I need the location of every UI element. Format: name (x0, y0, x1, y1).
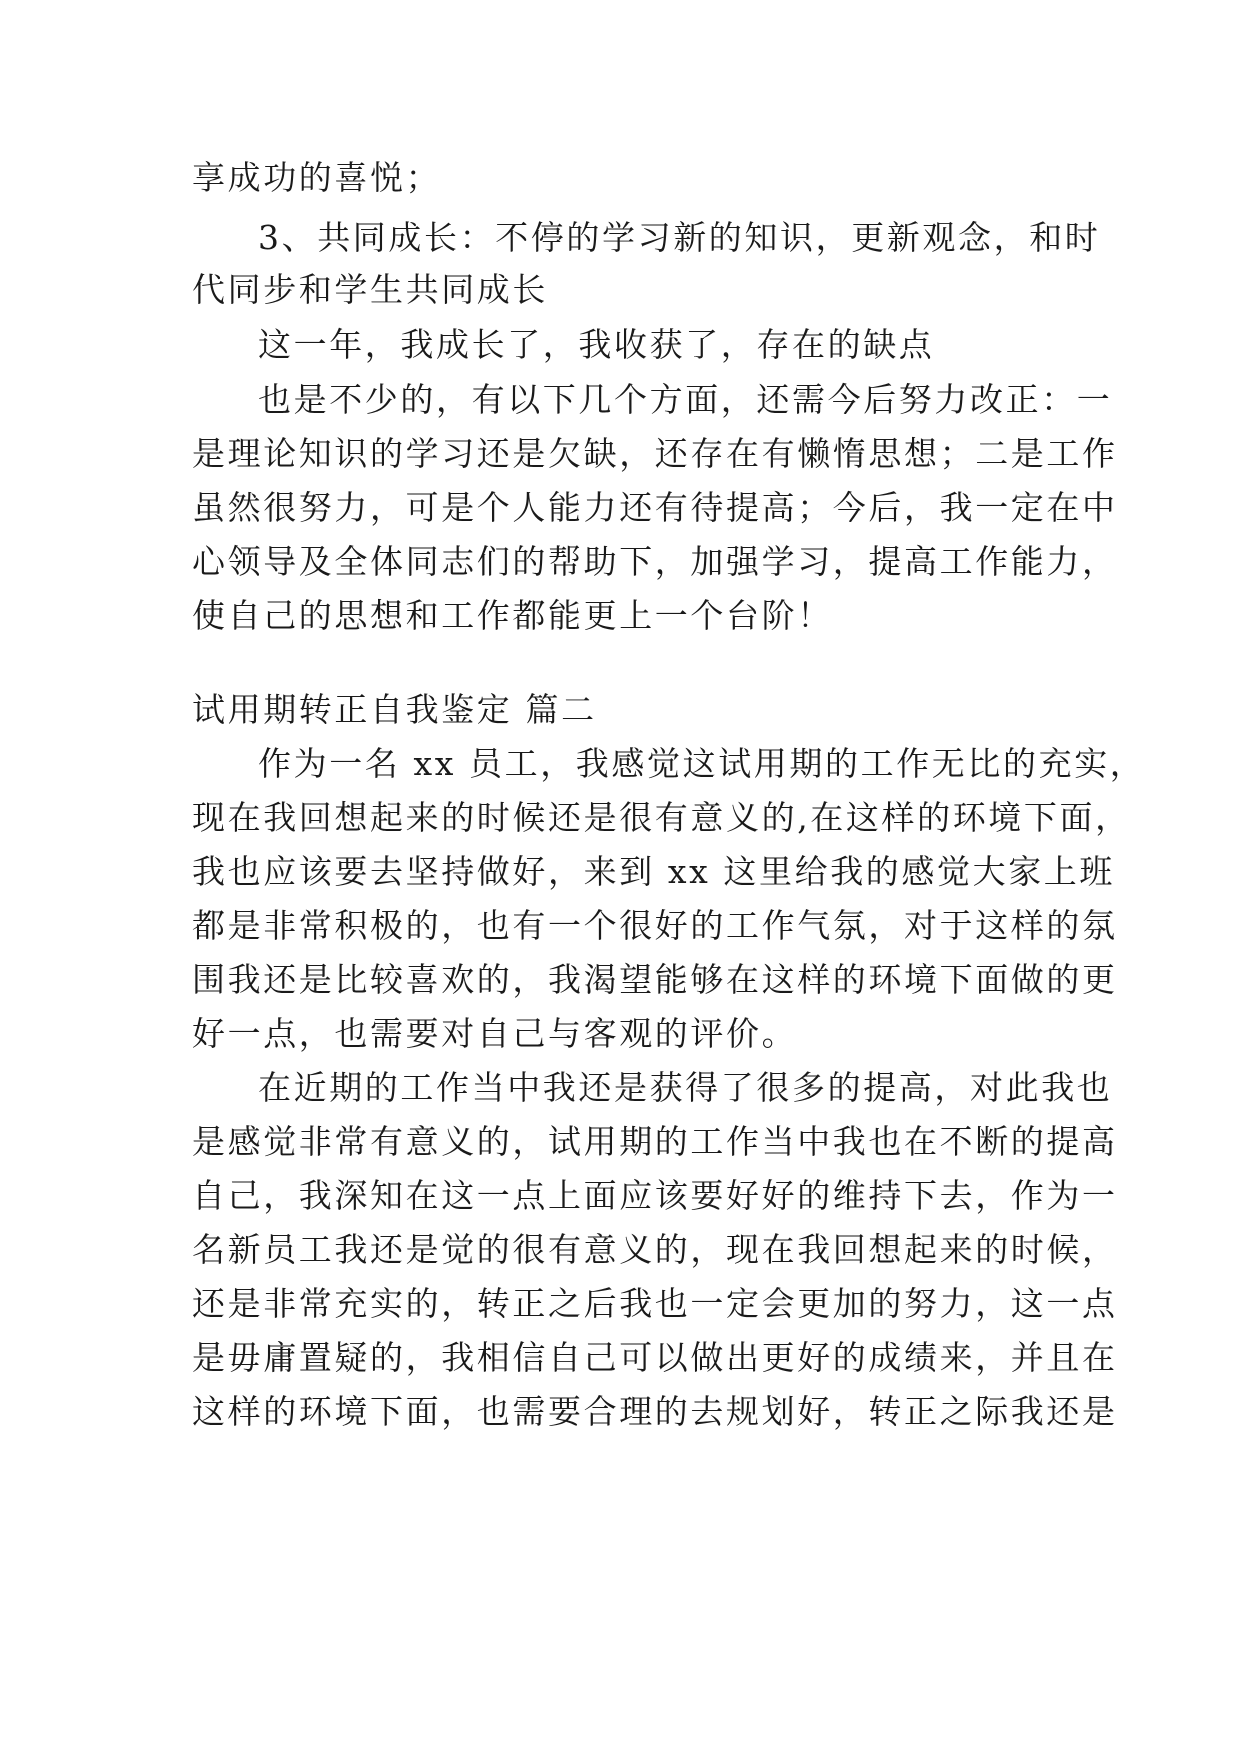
text-line: 还是非常充实的，转正之后我也一定会更加的努力，这一点 (192, 1284, 1118, 1323)
text-line: 现在我回想起来的时候还是很有意义的,在这样的环境下面， (192, 798, 1131, 837)
text-line: 都是非常积极的，也有一个很好的工作气氛，对于这样的氛 (192, 906, 1118, 945)
text-line: 心领导及全体同志们的帮助下，加强学习，提高工作能力， (192, 542, 1118, 581)
text-line: 围我还是比较喜欢的，我渴望能够在这样的环境下面做的更 (192, 960, 1118, 999)
text-line: 享成功的喜悦； (192, 158, 442, 197)
text-line: 好一点，也需要对自己与客观的评价。 (192, 1014, 798, 1053)
text-line: 名新员工我还是觉的很有意义的，现在我回想起来的时候， (192, 1230, 1118, 1269)
text-line: 虽然很努力，可是个人能力还有待提高；今后，我一定在中 (192, 488, 1118, 527)
text-line: 是感觉非常有意义的，试用期的工作当中我也在不断的提高 (192, 1122, 1118, 1161)
text-line: 也是不少的，有以下几个方面，还需今后努力改正：一 (258, 380, 1113, 419)
text-line: 作为一名 xx 员工，我感觉这试用期的工作无比的充实， (258, 744, 1146, 783)
text-line: 这样的环境下面，也需要合理的去规划好，转正之际我还是 (192, 1392, 1118, 1431)
text-line: 自己，我深知在这一点上面应该要好好的维持下去，作为一 (192, 1176, 1118, 1215)
text-line: 是理论知识的学习还是欠缺，还存在有懒惰思想；二是工作 (192, 434, 1118, 473)
text-line: 使自己的思想和工作都能更上一个台阶！ (192, 596, 833, 635)
text-line: 这一年，我成长了，我收获了，存在的缺点 (258, 325, 935, 364)
text-line: 我也应该要去坚持做好，来到 xx 这里给我的感觉大家上班 (192, 852, 1116, 891)
text-line: 在近期的工作当中我还是获得了很多的提高，对此我也 (258, 1068, 1113, 1107)
text-line: 代同步和学生共同成长 (192, 270, 548, 309)
text-line: 3、共同成长：不停的学习新的知识，更新观念，和时 (258, 218, 1101, 257)
section-heading: 试用期转正自我鉴定 篇二 (192, 690, 597, 729)
text-line: 是毋庸置疑的，我相信自己可以做出更好的成绩来，并且在 (192, 1338, 1118, 1377)
